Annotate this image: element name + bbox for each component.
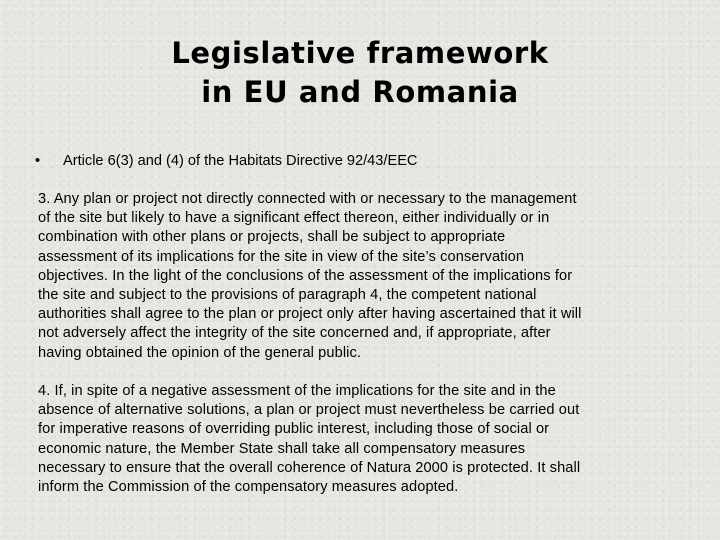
title-line: in EU and Romania: [201, 75, 519, 109]
paragraph-line: necessary to ensure that the overall coherence of Natura 2000 is protected. It shall: [38, 459, 581, 476]
paragraph-line: objectives. In the light of the conclusions of the assessment of the implications for: [38, 267, 573, 284]
paragraph-article-6-4: [38, 382, 688, 497]
paragraph-line: combination with other plans or projects, shall be subject to appropriate: [38, 229, 506, 246]
paragraph-line: 3. Any plan or project not directly connected with or necessary to the management: [38, 191, 577, 207]
paragraph-line: 4. If, in spite of a negative assessment of the implications for the site and in the: [38, 383, 556, 399]
bullet-text: Article 6(3) and (4) of the Habitats Directive 92/43/EEC: [63, 153, 418, 169]
bullet-item: [35, 152, 417, 171]
bullet-marker: •: [35, 153, 41, 169]
paragraph-line: of the site but likely to have a significant effect thereon, either individually or in: [38, 210, 550, 227]
paragraph-line: assessment of its implications for the site in view of the site’s conservation: [38, 248, 525, 265]
paragraph-line: absence of alternative solutions, a plan or project must nevertheless be carried out: [38, 402, 580, 419]
paragraph-line: the site and subject to the provisions of paragraph 4, the competent national: [38, 287, 537, 304]
paragraph-line: authorities shall agree to the plan or project only after having ascertained that it will: [38, 306, 582, 323]
paragraph-line: not adversely affect the integrity of the site concerned and, if appropriate, after: [38, 325, 551, 342]
title-line: Legislative framework: [171, 36, 549, 70]
slide-title: [0, 34, 720, 112]
paragraph-line: inform the Commission of the compensatory measures adopted.: [38, 479, 459, 496]
paragraph-line: economic nature, the Member State shall take all compensatory measures: [38, 440, 526, 457]
paragraph-line: for imperative reasons of overriding public interest, including those of social or: [38, 421, 550, 438]
paragraph-article-6-3: [38, 190, 688, 363]
paragraph-line: having obtained the opinion of the general public.: [38, 344, 362, 361]
